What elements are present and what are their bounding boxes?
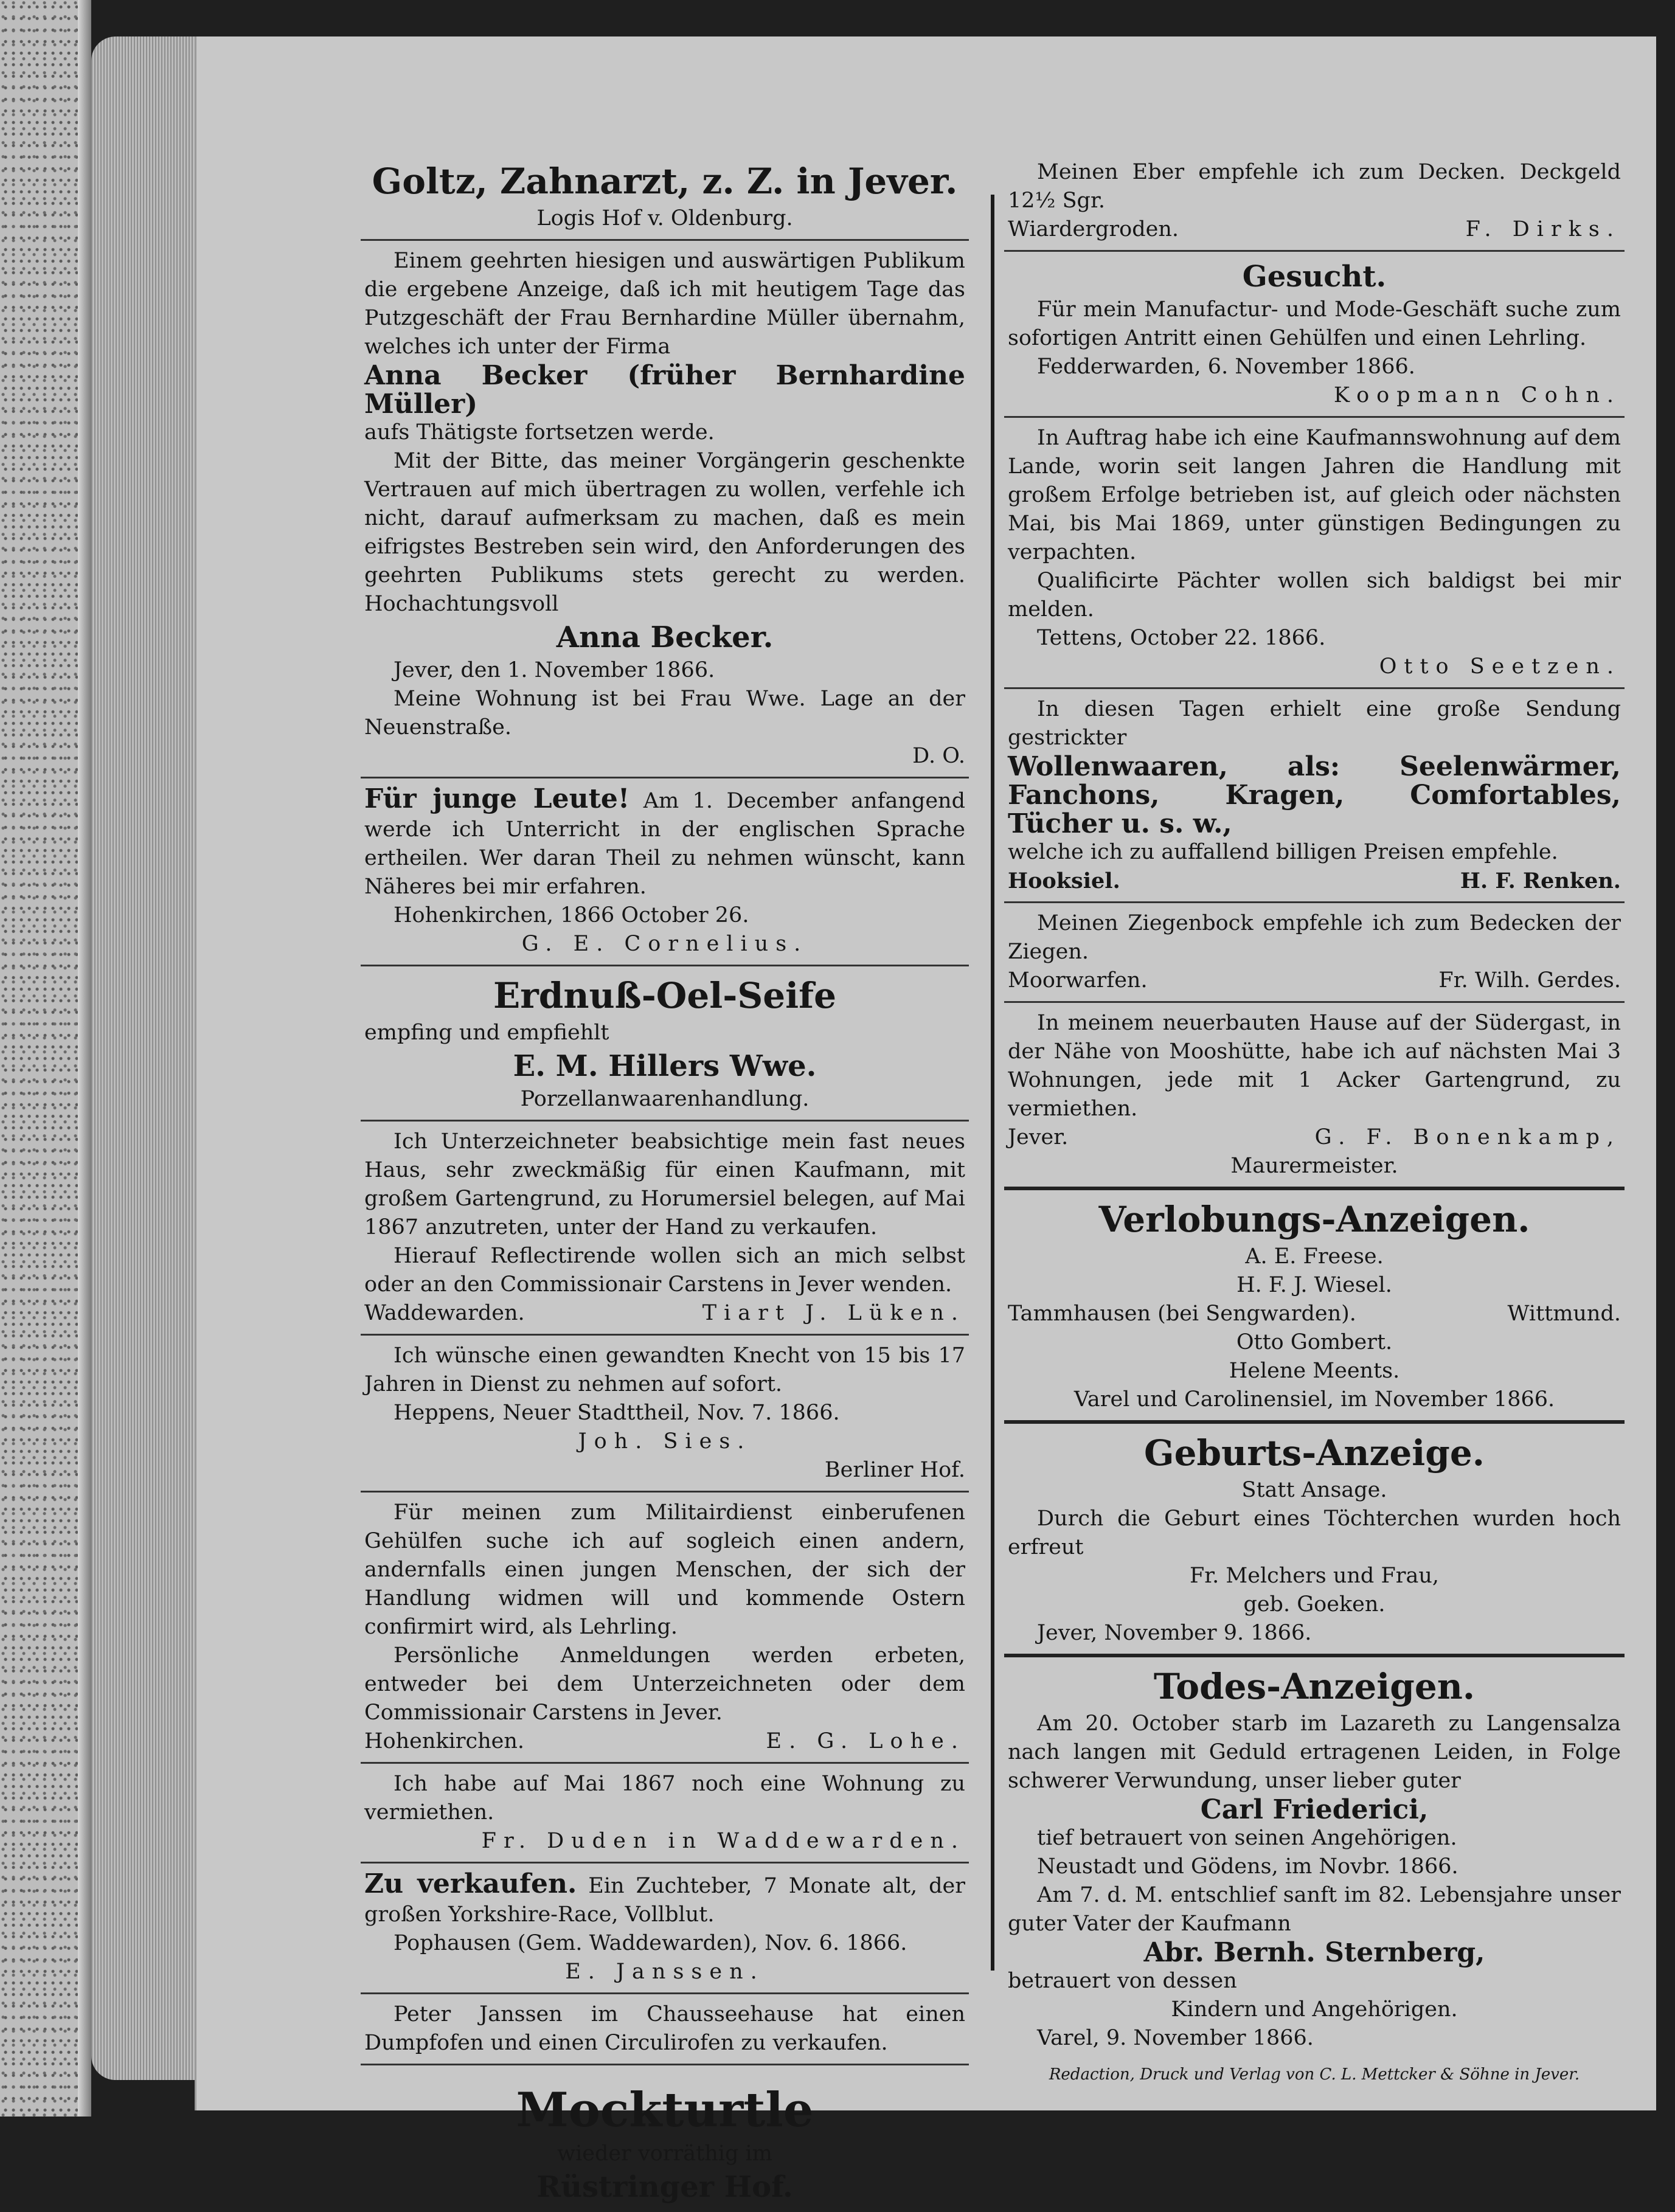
ad-initials: D. O. <box>912 744 965 768</box>
ad-ziegenbock <box>1004 903 1625 1003</box>
ad-text: Ein Zuchteber, 7 Monate alt, der großen Yorkshire-Race, Vollblut. <box>364 1874 965 1927</box>
ad-place: Jever. <box>1008 1125 1069 1149</box>
ad-gesucht <box>1004 252 1625 418</box>
ad-text: Ich wünsche einen gewandten Knecht von 15 bis 17 Jahren in Dienst zu nehmen auf sofort. <box>364 1343 965 1396</box>
ad-text: wieder vorräthig im <box>557 2141 772 2166</box>
ad-signature: Fr. Melchers und Frau, <box>1189 1564 1439 1588</box>
ad-text: Meinen Eber empfehle ich zum Decken. Deckgeld 12½ Sgr. <box>1008 160 1621 213</box>
ad-signature: E. Janssen. <box>565 1960 765 1984</box>
ad-wohnung <box>361 1764 969 1864</box>
right-column <box>1004 152 1625 2084</box>
section-verlobung <box>1004 1190 1625 1424</box>
deceased-name: Carl Friederici, <box>1200 1794 1429 1825</box>
ad-text: Am 7. d. M. entschlief sanft im 82. Lebensjahre unser guter Vater der Kaufmann <box>1008 1883 1621 1936</box>
place: Wittmund. <box>1507 1302 1621 1326</box>
imprint: Redaction, Druck und Verlag von C. L. Mettcker & Söhne in Jever. <box>1049 2065 1580 2084</box>
ad-text: Peter Janssen im Chausseehause hat einen Dumpfofen und einen Circulirofen zu verkaufen. <box>364 2002 965 2055</box>
ad-date: Heppens, Neuer Stadttheil, Nov. 7. 1866. <box>394 1401 840 1425</box>
ad-zuchteber <box>361 1864 969 1994</box>
ad-heading: Zu verkaufen. <box>364 1868 577 1899</box>
ad-place: Waddewarden. <box>364 1301 525 1325</box>
ad-date: Varel, 9. November 1866. <box>1037 2026 1314 2050</box>
ad-place: Hohenkirchen. <box>364 1729 525 1753</box>
place: Varel und Carolinensiel, im November 1866. <box>1073 1387 1555 1412</box>
ad-signature: G. E. Cornelius. <box>521 932 808 956</box>
spine-shadow <box>78 0 91 2117</box>
ad-text: Für mein Manufactur- und Mode-Geschäft suche zum sofortigen Antritt einen Gehülfen und einen Lehrling. <box>1008 297 1621 350</box>
ad-text: empfing und empfiehlt <box>364 1021 609 1045</box>
ad-date: Jever, den 1. November 1866. <box>394 658 715 682</box>
ad-date: Pophausen (Gem. Waddewarden), Nov. 6. 1866. <box>394 1931 907 1955</box>
ad-subtitle: Berliner Hof. <box>824 1458 965 1482</box>
ad-text: Mit der Bitte, das meiner Vorgängerin geschenkte Vertrauen auf mich übertragen zu wollen, verfehle ich nicht, darauf aufmerksam zu machen, daß es mein eifrigstes Bestreben sein wird, den Anforderungen des geehrten Publikums stets gerecht zu werden. Hochachtungsvoll <box>364 449 965 616</box>
ad-title: Gesucht. <box>1242 260 1387 294</box>
ad-bonenkamp <box>1004 1003 1625 1190</box>
ad-text: In diesen Tagen erhielt eine große Sendung gestrickter <box>1008 697 1621 750</box>
page-edges <box>91 36 201 2080</box>
ad-goods: Wollenwaaren, als: Seelenwärmer, Fanchons, Kragen, Comfortables, Tücher u. s. w., <box>1008 751 1621 839</box>
ad-text: betrauert von dessen <box>1008 1969 1237 1993</box>
ad-seife <box>361 966 969 1122</box>
ad-text: In meinem neuerbauten Hause auf der Südergast, in der Nähe von Mooshütte, habe ich auf nächsten Mai 3 Wohnungen, jede mit 1 Acker Gartengrund, zu vermiethen. <box>1008 1011 1621 1121</box>
ad-date: Jever, November 9. 1866. <box>1037 1621 1312 1645</box>
ad-text: Ich habe auf Mai 1867 noch eine Wohnung zu vermiethen. <box>364 1772 965 1825</box>
ad-goltz <box>361 152 969 241</box>
ad-title: Mockturtle <box>516 2082 814 2138</box>
ad-title: Goltz, Zahnarzt, z. Z. in Jever. <box>372 161 958 202</box>
ad-signature: Otto Seetzen. <box>1379 654 1621 679</box>
ad-text: Persönliche Anmeldungen werden erbeten, entweder bei dem Unterzeichneten oder dem Commissionair Carstens in Jever. <box>364 1643 965 1725</box>
section-title: Todes-Anzeigen. <box>1153 1666 1476 1707</box>
ad-heading: Für junge Leute! <box>364 783 630 814</box>
ad-signature: F. Dirks. <box>1465 217 1621 241</box>
name: Helene Meents. <box>1229 1359 1400 1383</box>
ad-text: Einem geehrten hiesigen und auswärtigen Publikum die ergebene Anzeige, daß ich mit heutigem Tage das Putzgeschäft der Frau Bernhardine Müller übernahm, welches ich unter der Firma <box>364 249 965 359</box>
section-title: Verlobungs-Anzeigen. <box>1098 1199 1530 1240</box>
ad-signature: geb. Goeken. <box>1243 1592 1385 1617</box>
ad-gehuelfe <box>361 1493 969 1764</box>
name: A. E. Freese. <box>1245 1244 1384 1269</box>
ad-wollenwaaren <box>1004 689 1625 903</box>
newspaper-page <box>195 36 1656 2204</box>
ad-text: tief betrauert von seinen Angehörigen. <box>1037 1826 1457 1850</box>
ad-eber <box>1004 152 1625 252</box>
ad-date: Tettens, October 22. 1866. <box>1037 626 1326 650</box>
ad-subtitle: Logis Hof v. Oldenburg. <box>536 206 793 231</box>
ad-signature: H. F. Renken. <box>1460 869 1621 893</box>
ad-signature: E. G. Lohe. <box>766 1729 965 1753</box>
ad-junge-leute <box>361 778 969 966</box>
ad-mockturtle <box>361 2065 969 2212</box>
name: H. F. J. Wiesel. <box>1236 1273 1392 1297</box>
ad-haus <box>361 1122 969 1336</box>
ad-signature: Tiart J. Lüken. <box>702 1301 965 1325</box>
ad-signature: Anna Becker. <box>556 620 774 654</box>
ad-place: Moorwarfen. <box>1008 968 1148 993</box>
ad-title: Erdnuß-Oel-Seife <box>493 975 836 1016</box>
place: Tammhausen (bei Sengwarden). <box>1008 1302 1356 1326</box>
ad-becker <box>361 241 969 778</box>
column-rule <box>991 195 994 1971</box>
ad-signature: Fr. Duden in Waddewarden. <box>481 1829 965 1853</box>
ad-firm: Anna Becker (früher Bernhardine Müller) <box>364 360 965 420</box>
ad-knecht <box>361 1336 969 1493</box>
ad-signature: Joh. Sies. <box>578 1429 752 1454</box>
ad-text: Hierauf Reflectirende wollen sich an mich selbst oder an den Commissionair Carstens in Jever wenden. <box>364 1244 965 1297</box>
ad-date: Hohenkirchen, 1866 October 26. <box>394 903 749 927</box>
ad-subtitle: Maurermeister. <box>1230 1154 1398 1178</box>
ad-text: Qualificirte Pächter wollen sich baldigst bei mir melden. <box>1008 569 1621 622</box>
section-subtitle: Statt Ansage. <box>1241 1478 1387 1502</box>
ad-signature: Koopmann Cohn. <box>1333 383 1621 407</box>
ad-text: Durch die Geburt eines Töchterchen wurden hoch erfreut <box>1008 1506 1621 1559</box>
ad-subtitle: Porzellanwaarenhandlung. <box>520 1087 810 1111</box>
ad-text: Am 20. October starb im Lazareth zu Langensalza nach langen mit Geduld ertragenen Leiden, in Folge schwerer Verwundung, unser lieber guter <box>1008 1711 1621 1793</box>
ad-text: aufs Thätigste fortsetzen werde. <box>364 420 715 445</box>
left-column <box>361 152 969 2204</box>
deceased-name: Abr. Bernh. Sternberg, <box>1143 1937 1485 1968</box>
ad-kaufmannswohnung <box>1004 418 1625 689</box>
section-geburt <box>1004 1424 1625 1657</box>
name: Otto Gombert. <box>1236 1330 1393 1354</box>
ad-text: Meine Wohnung ist bei Frau Wwe. Lage an der Neuenstraße. <box>364 687 965 740</box>
ad-place: Rüstringer Hof. <box>536 2170 793 2204</box>
ad-signature: Fr. Wilh. Gerdes. <box>1438 968 1621 993</box>
ad-signature: G. F. Bonenkamp, <box>1314 1125 1621 1149</box>
ad-date: Fedderwarden, 6. November 1866. <box>1037 355 1415 379</box>
section-title: Geburts-Anzeige. <box>1144 1432 1485 1474</box>
ad-janssen <box>361 1994 969 2065</box>
ad-text: Kindern und Angehörigen. <box>1171 1997 1458 2022</box>
ad-place: Wiardergroden. <box>1008 217 1179 241</box>
section-tod <box>1004 1657 1625 2092</box>
ad-text: In Auftrag habe ich eine Kaufmannswohnung auf dem Lande, worin seit langen Jahren die Handlung mit großem Erfolge betrieben ist, auf gleich oder nächsten Mai, bis Mai 1869, unter günstigen Bedingungen zu verpachten. <box>1008 426 1621 564</box>
ad-text: Ich Unterzeichneter beabsichtige mein fast neues Haus, sehr zweckmäßig für einen Kaufmann, mit großem Gartengrund, zu Horumersiel belegen, auf Mai 1867 anzutreten, unter der Hand zu verkaufen. <box>364 1129 965 1239</box>
ad-text: welche ich zu auffallend billigen Preisen empfehle. <box>1008 840 1558 864</box>
ad-place: Hooksiel. <box>1008 869 1120 893</box>
ad-text: Meinen Ziegenbock empfehle ich zum Bedecken der Ziegen. <box>1008 911 1621 964</box>
ad-date: Neustadt und Gödens, im Novbr. 1866. <box>1037 1854 1458 1879</box>
ad-firm: E. M. Hillers Wwe. <box>513 1049 817 1083</box>
ad-text: Am 1. December anfangend werde ich Unterricht in der englischen Sprache ertheilen. Wer daran Theil zu nehmen wünscht, kann Näheres bei mir erfahren. <box>364 789 965 899</box>
ad-text: Für meinen zum Militairdienst einberufenen Gehülfen suche ich auf sogleich einen andern, andernfalls einen jungen Menschen, der sich der Handlung widmen will und kommende Ostern confirmirt wird, als Lehrling. <box>364 1500 965 1639</box>
